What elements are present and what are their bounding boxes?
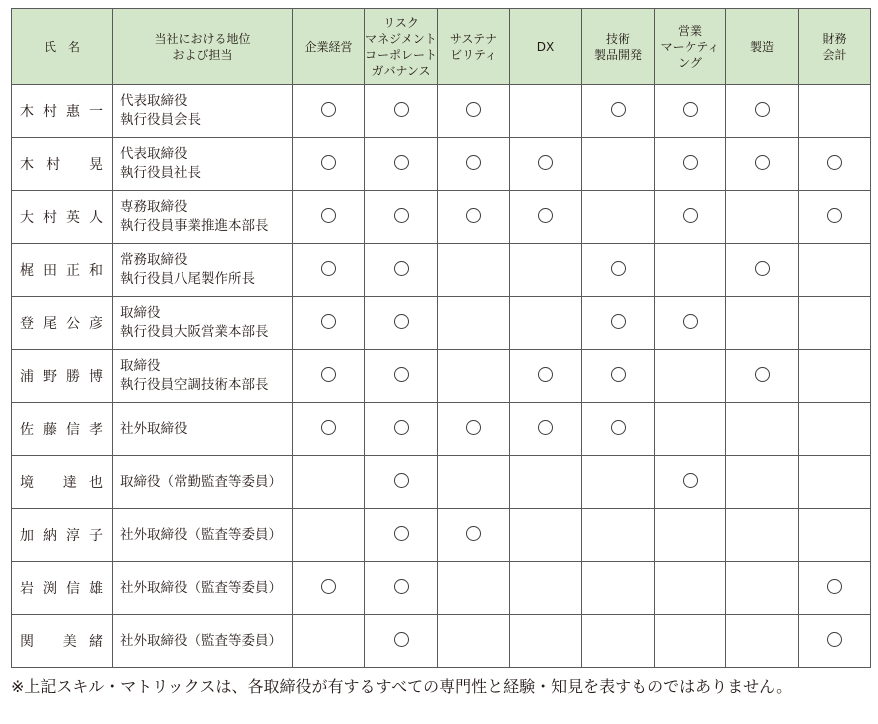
circle-mark-icon bbox=[827, 579, 842, 594]
circle-mark-icon bbox=[683, 473, 698, 488]
skill-cell-sust bbox=[438, 509, 510, 562]
skill-cell-sust bbox=[438, 244, 510, 297]
skill-cell-mgmt bbox=[293, 244, 365, 297]
skill-cell-risk bbox=[365, 191, 438, 244]
circle-mark-icon bbox=[827, 632, 842, 647]
skill-cell-mfg bbox=[726, 509, 799, 562]
circle-mark-icon bbox=[394, 155, 409, 170]
table-row bbox=[12, 191, 871, 244]
table-row bbox=[12, 509, 871, 562]
role-line: 執行役員大阪営業本部長 bbox=[120, 324, 269, 340]
circle-mark-icon bbox=[394, 473, 409, 488]
skill-cell-sales bbox=[655, 562, 726, 615]
circle-mark-icon bbox=[321, 102, 336, 117]
role-line: 社外取締役（監査等委員） bbox=[120, 579, 282, 596]
name-char: 晃 bbox=[88, 157, 106, 173]
name-char: 信 bbox=[66, 422, 83, 438]
circle-mark-icon bbox=[321, 155, 336, 170]
name-char: 関 bbox=[20, 634, 37, 650]
skill-cell-sales bbox=[655, 403, 726, 456]
header-skill-line: DX bbox=[536, 39, 555, 54]
name-char: 和 bbox=[89, 263, 106, 279]
circle-mark-icon bbox=[394, 367, 409, 382]
circle-mark-icon bbox=[827, 208, 842, 223]
role-line: 執行役員八尾製作所長 bbox=[120, 271, 255, 287]
skill-cell-mgmt bbox=[293, 509, 365, 562]
header-skill-line: 会計 bbox=[822, 47, 847, 62]
name-char: 也 bbox=[88, 475, 106, 491]
name-char: 一 bbox=[89, 104, 106, 120]
role-line: 執行役員社長 bbox=[120, 165, 201, 181]
director-name bbox=[12, 456, 113, 509]
footnote: ※上記スキル・マトリックスは、各取締役が有するすべての専門性と経験・知見を表すものではありません。 bbox=[11, 677, 793, 696]
role-line: 社外取締役 bbox=[120, 420, 188, 437]
header-skill-line: 製造 bbox=[749, 39, 774, 54]
skill-cell-mfg bbox=[726, 615, 799, 668]
name-char: 雄 bbox=[89, 581, 106, 597]
director-role bbox=[113, 138, 293, 191]
table-row bbox=[12, 244, 871, 297]
header-skill-mfg bbox=[726, 9, 799, 85]
director-role bbox=[113, 297, 293, 350]
skill-cell-sust bbox=[438, 85, 510, 138]
skill-matrix-table bbox=[11, 8, 871, 668]
name-char: 村 bbox=[46, 157, 64, 173]
skill-cell-tech bbox=[582, 509, 655, 562]
circle-mark-icon bbox=[683, 208, 698, 223]
table-row bbox=[12, 138, 871, 191]
circle-mark-icon bbox=[321, 579, 336, 594]
skill-cell-risk bbox=[365, 615, 438, 668]
circle-mark-icon bbox=[755, 155, 770, 170]
skill-cell-mgmt bbox=[293, 138, 365, 191]
name-char bbox=[46, 631, 53, 651]
table-header bbox=[12, 9, 871, 85]
skill-cell-risk bbox=[365, 509, 438, 562]
director-name bbox=[12, 138, 113, 191]
skill-cell-tech bbox=[582, 456, 655, 509]
skill-cell-sales bbox=[655, 85, 726, 138]
header-role bbox=[113, 9, 293, 85]
director-name bbox=[12, 509, 113, 562]
name-char: 村 bbox=[43, 104, 60, 120]
skill-cell-mgmt bbox=[293, 191, 365, 244]
skill-cell-risk bbox=[365, 403, 438, 456]
skill-cell-tech bbox=[582, 138, 655, 191]
skill-cell-fin bbox=[799, 297, 871, 350]
skill-cell-sust bbox=[438, 297, 510, 350]
skill-cell-fin bbox=[799, 191, 871, 244]
skill-cell-fin bbox=[799, 509, 871, 562]
header-skill-tech bbox=[582, 9, 655, 85]
header-skill-line: ガバナンス bbox=[371, 63, 431, 78]
circle-mark-icon bbox=[394, 314, 409, 329]
director-role bbox=[113, 615, 293, 668]
skill-cell-sales bbox=[655, 615, 726, 668]
skill-cell-mfg bbox=[726, 562, 799, 615]
name-char: 岩 bbox=[20, 581, 37, 597]
director-name bbox=[12, 244, 113, 297]
skill-cell-fin bbox=[799, 244, 871, 297]
skill-cell-sales bbox=[655, 191, 726, 244]
skill-cell-dx bbox=[510, 138, 582, 191]
skill-cell-dx bbox=[510, 297, 582, 350]
skill-cell-tech bbox=[582, 244, 655, 297]
skill-cell-fin bbox=[799, 615, 871, 668]
skill-cell-mfg bbox=[726, 85, 799, 138]
circle-mark-icon bbox=[321, 208, 336, 223]
name-char: 英 bbox=[66, 210, 83, 226]
circle-mark-icon bbox=[755, 102, 770, 117]
skill-cell-risk bbox=[365, 297, 438, 350]
skill-cell-fin bbox=[799, 456, 871, 509]
name-char: 野 bbox=[43, 369, 60, 385]
circle-mark-icon bbox=[611, 314, 626, 329]
circle-mark-icon bbox=[538, 208, 553, 223]
skill-cell-sales bbox=[655, 244, 726, 297]
skill-cell-mfg bbox=[726, 244, 799, 297]
header-skill-sales bbox=[655, 9, 726, 85]
skill-cell-mgmt bbox=[293, 350, 365, 403]
director-role bbox=[113, 350, 293, 403]
circle-mark-icon bbox=[321, 367, 336, 382]
skill-cell-sust bbox=[438, 350, 510, 403]
skill-cell-dx bbox=[510, 456, 582, 509]
skill-cell-dx bbox=[510, 403, 582, 456]
skill-cell-risk bbox=[365, 456, 438, 509]
circle-mark-icon bbox=[683, 155, 698, 170]
name-char bbox=[46, 472, 53, 492]
circle-mark-icon bbox=[394, 579, 409, 594]
skill-cell-dx bbox=[510, 509, 582, 562]
role-line: 常務取締役 bbox=[120, 252, 188, 268]
circle-mark-icon bbox=[538, 420, 553, 435]
header-skill-sust bbox=[438, 9, 510, 85]
skill-cell-mfg bbox=[726, 297, 799, 350]
skill-cell-sales bbox=[655, 350, 726, 403]
name-char: 美 bbox=[62, 634, 80, 650]
name-char: 藤 bbox=[43, 422, 60, 438]
circle-mark-icon bbox=[611, 102, 626, 117]
role-line: 執行役員会長 bbox=[120, 112, 201, 128]
skill-cell-dx bbox=[510, 562, 582, 615]
header-skill-fin bbox=[799, 9, 871, 85]
name-char: 梶 bbox=[20, 263, 37, 279]
circle-mark-icon bbox=[394, 261, 409, 276]
skill-cell-dx bbox=[510, 350, 582, 403]
skill-cell-risk bbox=[365, 350, 438, 403]
table-body bbox=[12, 85, 871, 668]
table-row bbox=[12, 562, 871, 615]
name-char: 孝 bbox=[89, 422, 106, 438]
skill-cell-dx bbox=[510, 85, 582, 138]
name-char: 正 bbox=[66, 263, 83, 279]
skill-cell-sust bbox=[438, 138, 510, 191]
circle-mark-icon bbox=[466, 526, 481, 541]
skill-cell-sales bbox=[655, 297, 726, 350]
header-skill-line: マーケティング bbox=[660, 39, 720, 70]
name-char: 村 bbox=[43, 210, 60, 226]
circle-mark-icon bbox=[755, 261, 770, 276]
skill-cell-tech bbox=[582, 562, 655, 615]
header-row bbox=[12, 9, 871, 85]
header-skill-line: 営業 bbox=[677, 23, 702, 38]
director-name bbox=[12, 403, 113, 456]
name-char: 勝 bbox=[66, 369, 83, 385]
name-char: 尾 bbox=[43, 316, 60, 332]
skill-cell-mfg bbox=[726, 456, 799, 509]
skill-cell-fin bbox=[799, 562, 871, 615]
header-skill-line: 財務 bbox=[822, 31, 847, 46]
skill-cell-sust bbox=[438, 456, 510, 509]
name-char: 境 bbox=[20, 475, 37, 491]
director-name bbox=[12, 615, 113, 668]
name-char: 納 bbox=[43, 528, 60, 544]
role-line: 代表取締役 bbox=[120, 146, 188, 162]
skill-cell-mfg bbox=[726, 138, 799, 191]
director-role bbox=[113, 244, 293, 297]
skill-cell-mgmt bbox=[293, 456, 365, 509]
circle-mark-icon bbox=[466, 208, 481, 223]
name-char: 淳 bbox=[66, 528, 83, 544]
role-line: 取締役 bbox=[120, 305, 161, 321]
circle-mark-icon bbox=[683, 102, 698, 117]
table-row bbox=[12, 456, 871, 509]
skill-cell-fin bbox=[799, 138, 871, 191]
name-char: 信 bbox=[66, 581, 83, 597]
circle-mark-icon bbox=[394, 526, 409, 541]
circle-mark-icon bbox=[466, 155, 481, 170]
header-skill-line: サステナ bbox=[449, 31, 498, 46]
role-line: 取締役（常勤監査等委員） bbox=[120, 473, 282, 490]
skill-cell-sust bbox=[438, 191, 510, 244]
name-char: 木 bbox=[20, 157, 37, 173]
circle-mark-icon bbox=[394, 632, 409, 647]
skill-cell-sust bbox=[438, 403, 510, 456]
director-name bbox=[12, 85, 113, 138]
skill-cell-mgmt bbox=[293, 615, 365, 668]
skill-cell-tech bbox=[582, 350, 655, 403]
name-char: 惠 bbox=[66, 104, 83, 120]
skill-cell-dx bbox=[510, 244, 582, 297]
header-name: 氏 名 bbox=[12, 9, 113, 85]
skill-cell-risk bbox=[365, 85, 438, 138]
skill-cell-tech bbox=[582, 403, 655, 456]
circle-mark-icon bbox=[321, 420, 336, 435]
circle-mark-icon bbox=[466, 102, 481, 117]
table-row bbox=[12, 615, 871, 668]
name-char: 佐 bbox=[20, 422, 37, 438]
circle-mark-icon bbox=[466, 420, 481, 435]
director-name bbox=[12, 562, 113, 615]
skill-cell-tech bbox=[582, 615, 655, 668]
circle-mark-icon bbox=[394, 420, 409, 435]
name-char: 渕 bbox=[43, 581, 60, 597]
skill-cell-risk bbox=[365, 244, 438, 297]
header-skill-line: ビリティ bbox=[450, 47, 497, 62]
table-row bbox=[12, 297, 871, 350]
circle-mark-icon bbox=[611, 420, 626, 435]
header-skill-line: マネジメント bbox=[365, 31, 437, 46]
skill-cell-sust bbox=[438, 615, 510, 668]
circle-mark-icon bbox=[394, 102, 409, 117]
circle-mark-icon bbox=[611, 367, 626, 382]
name-char: 彦 bbox=[89, 316, 106, 332]
director-role bbox=[113, 456, 293, 509]
skill-cell-dx bbox=[510, 615, 582, 668]
header-role-line: 当社における地位 bbox=[154, 31, 251, 46]
header-skill-line: コーポレート bbox=[365, 47, 438, 62]
circle-mark-icon bbox=[394, 208, 409, 223]
name-char: 人 bbox=[89, 210, 106, 226]
skill-cell-mgmt bbox=[293, 297, 365, 350]
role-line: 執行役員空調技術本部長 bbox=[120, 377, 269, 393]
skill-cell-mgmt bbox=[293, 403, 365, 456]
header-skill-line: 製品開発 bbox=[593, 47, 642, 62]
skill-cell-mfg bbox=[726, 403, 799, 456]
role-line: 取締役 bbox=[120, 358, 161, 374]
director-role bbox=[113, 85, 293, 138]
name-char: 達 bbox=[62, 475, 80, 491]
skill-cell-risk bbox=[365, 138, 438, 191]
skill-cell-risk bbox=[365, 562, 438, 615]
header-skill-dx bbox=[510, 9, 582, 85]
circle-mark-icon bbox=[321, 261, 336, 276]
skill-cell-sales bbox=[655, 138, 726, 191]
name-char bbox=[72, 154, 79, 174]
director-role bbox=[113, 403, 293, 456]
circle-mark-icon bbox=[683, 314, 698, 329]
name-char: 加 bbox=[20, 528, 37, 544]
header-skill-mgmt bbox=[293, 9, 365, 85]
skill-cell-tech bbox=[582, 85, 655, 138]
director-role bbox=[113, 562, 293, 615]
name-char: 緒 bbox=[88, 634, 106, 650]
name-char: 浦 bbox=[20, 369, 37, 385]
role-line: 専務取締役 bbox=[120, 199, 188, 215]
director-role bbox=[113, 509, 293, 562]
skill-cell-sust bbox=[438, 562, 510, 615]
name-char: 博 bbox=[89, 369, 106, 385]
role-line: 社外取締役（監査等委員） bbox=[120, 632, 282, 649]
director-role bbox=[113, 191, 293, 244]
header-skill-line: 企業経営 bbox=[304, 39, 353, 54]
skill-cell-fin bbox=[799, 350, 871, 403]
role-line: 社外取締役（監査等委員） bbox=[120, 526, 282, 543]
role-line: 執行役員事業推進本部長 bbox=[120, 218, 269, 234]
circle-mark-icon bbox=[827, 155, 842, 170]
table-row bbox=[12, 350, 871, 403]
header-role-line: および担当 bbox=[172, 47, 233, 62]
header-skill-line: 技術 bbox=[605, 31, 630, 46]
director-name bbox=[12, 350, 113, 403]
header-skill-risk bbox=[365, 9, 438, 85]
skill-cell-sales bbox=[655, 509, 726, 562]
name-char: 田 bbox=[43, 263, 60, 279]
skill-cell-tech bbox=[582, 297, 655, 350]
circle-mark-icon bbox=[755, 367, 770, 382]
skill-cell-fin bbox=[799, 85, 871, 138]
role-line: 代表取締役 bbox=[120, 93, 188, 109]
skill-cell-mgmt bbox=[293, 562, 365, 615]
director-name bbox=[12, 297, 113, 350]
circle-mark-icon bbox=[538, 155, 553, 170]
skill-cell-fin bbox=[799, 403, 871, 456]
skill-cell-tech bbox=[582, 191, 655, 244]
name-char: 公 bbox=[66, 316, 83, 332]
name-char: 大 bbox=[20, 210, 37, 226]
header-skill-line: リスク bbox=[383, 15, 419, 30]
skill-cell-mgmt bbox=[293, 85, 365, 138]
circle-mark-icon bbox=[538, 367, 553, 382]
skill-cell-dx bbox=[510, 191, 582, 244]
skill-cell-sales bbox=[655, 456, 726, 509]
name-char: 木 bbox=[20, 104, 37, 120]
skill-cell-mfg bbox=[726, 350, 799, 403]
director-name bbox=[12, 191, 113, 244]
table-row bbox=[12, 85, 871, 138]
circle-mark-icon bbox=[611, 261, 626, 276]
table-row bbox=[12, 403, 871, 456]
name-char: 子 bbox=[89, 528, 106, 544]
circle-mark-icon bbox=[321, 314, 336, 329]
skill-cell-mfg bbox=[726, 191, 799, 244]
name-char: 登 bbox=[20, 316, 37, 332]
